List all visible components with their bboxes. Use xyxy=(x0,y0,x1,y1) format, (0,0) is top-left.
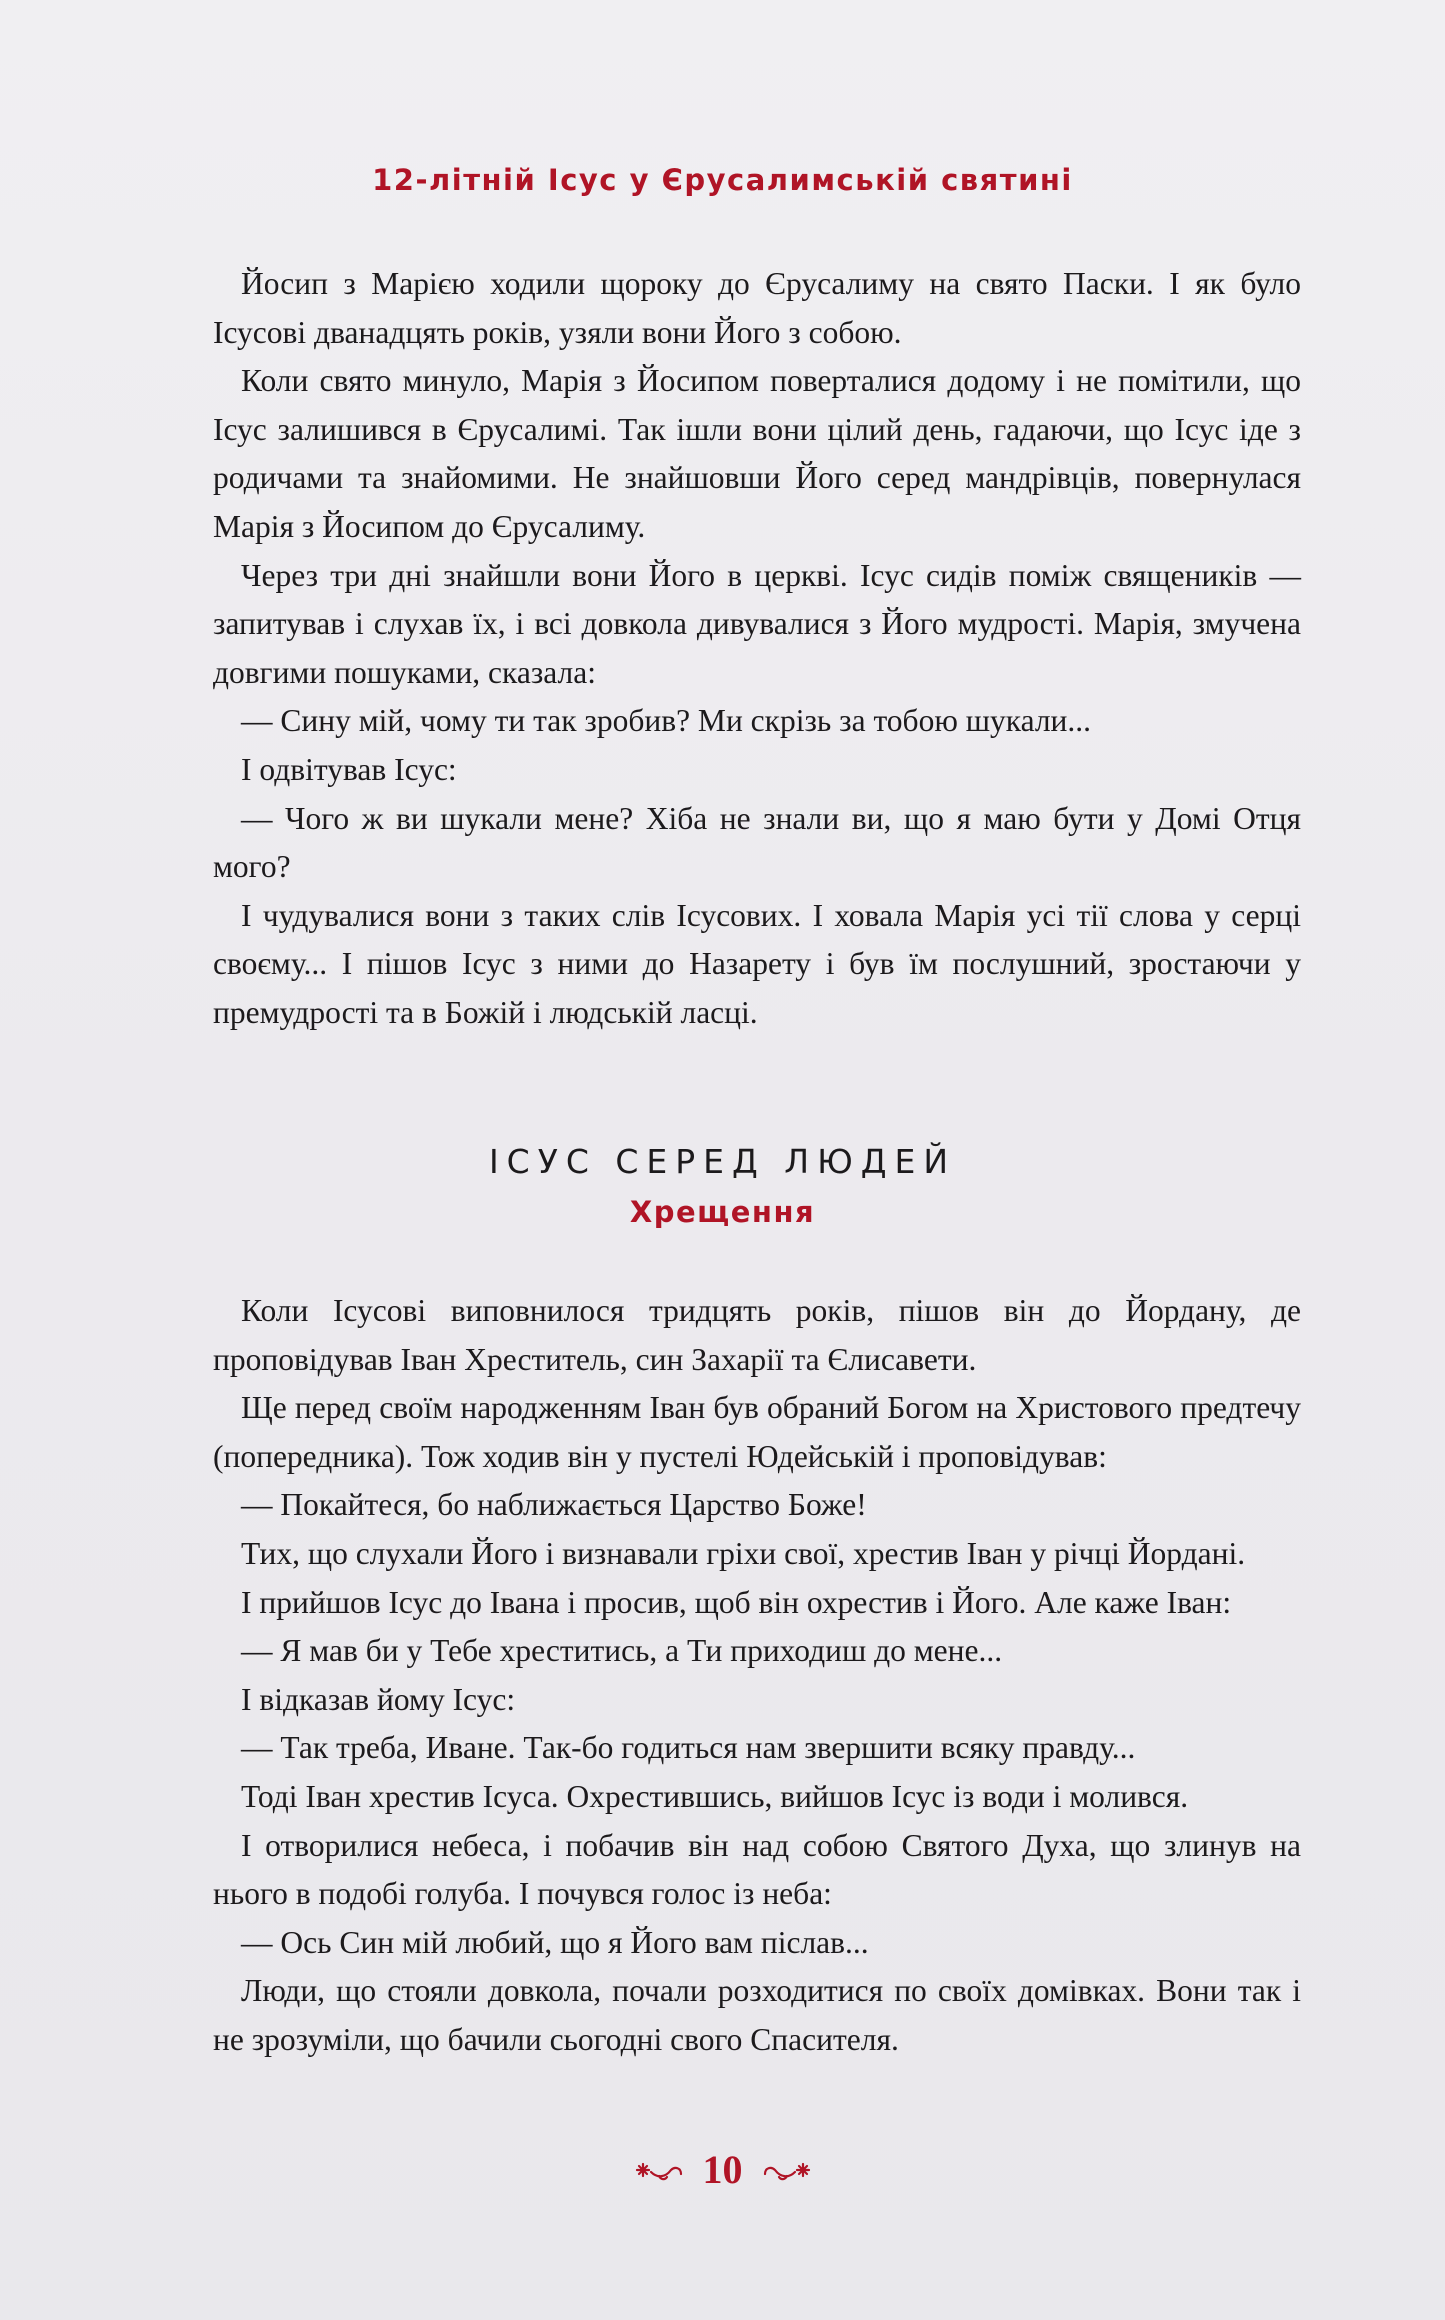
page-number-footer xyxy=(0,2142,1445,2193)
floral-ornament-right-icon xyxy=(761,2150,821,2190)
paragraph: Тих, що слухали Його і визнавали гріхи свої, хрестив Іван у річці Йордані. xyxy=(241,1535,1246,1571)
section-title-baptism: Хрещення xyxy=(629,1195,816,1229)
paragraph: Тоді Іван хрестив Ісуса. Охрестившись, вийшов Ісус із води і молився. xyxy=(241,1778,1189,1814)
paragraph: Через три дні знайшли вони Його в церкві. Ісус сидів поміж священиків — запитував і слухав їх, і всі довкола дивувалися з Його мудрості. Марія, змучена довгими пошуками, сказала: xyxy=(213,557,1301,690)
page-number: 10 xyxy=(702,2147,743,2193)
floral-ornament-left-icon xyxy=(625,2150,685,2190)
paragraph: Йосип з Марією ходили щороку до Єрусалиму на свято Паски. І як було Ісусові дванадцять років, узяли вони Його з собою. xyxy=(213,266,1301,350)
paragraph: — Сину мій, чому ти так зробив? Ми скрізь за тобою шукали... xyxy=(241,703,1092,739)
paragraph: І отворилися небеса, і побачив він над собою Святого Духа, що злинув на нього в подобі голуба. І почувся голос із неба: xyxy=(213,1827,1301,1912)
paragraph: Коли свято минуло, Марія з Йосипом поверталися додому і не помітили, що Ісус залишився в Єрусалимі. Так ішли вони цілий день, гадаючи, що Ісус іде з родичами та знайомими. Не знайшовши Його серед мандрівців, повернулася Марія з Йосипом до Єрусалиму. xyxy=(213,363,1301,544)
paragraph: Ще перед своїм народженням Іван був обраний Богом на Христового предтечу (попередника). Тож ходив він у пустелі Юдейській і проповідував: xyxy=(213,1390,1301,1474)
section-title-jerusalem: 12-літній Ісус у Єрусалимській святині xyxy=(372,163,1073,197)
chapter-title: ІСУС СЕРЕД ЛЮДЕЙ xyxy=(488,1142,957,1181)
paragraph: — Покайтеся, бо наближається Царство Боже! xyxy=(241,1487,867,1523)
paragraph: — Так треба, Иване. Так-бо годиться нам звершити всяку правду... xyxy=(241,1730,1136,1766)
paragraph: І прийшов Ісус до Івана і просив, щоб він охрестив і Його. Але каже Іван: xyxy=(241,1584,1232,1620)
paragraph: — Я мав би у Тебе хреститись, а Ти приходиш до мене... xyxy=(241,1633,1003,1669)
paragraph: Люди, що стояли довкола, почали розходитися по своїх домівках. Вони так і не зрозуміли, що бачили сьогодні свого Спасителя. xyxy=(213,1973,1301,2057)
paragraph: Коли Ісусові виповнилося тридцять років, пішов він до Йордану, де проповідував Іван Хреститель, син Захарії та Єлисавети. xyxy=(213,1293,1301,1377)
paragraph: І одвітував Ісус: xyxy=(241,751,457,787)
paragraph: — Ось Син мій любий, що я Його вам післав... xyxy=(241,1924,869,1960)
paragraph: — Чого ж ви шукали мене? Хіба не знали ви, що я маю бути у Домі Отця мого? xyxy=(213,800,1301,885)
text-block-baptism xyxy=(213,1287,1301,2065)
text-block-jerusalem xyxy=(213,260,1301,1038)
paragraph: І відказав йому Ісус: xyxy=(241,1681,516,1717)
paragraph: І чудувалися вони з таких слів Ісусових. І ховала Марія усі тії слова у серці своєму... І пішов Ісус з ними до Назарету і був їм послушний, зростаючи у премудрості та в Божій і людській ласці. xyxy=(213,897,1301,1030)
